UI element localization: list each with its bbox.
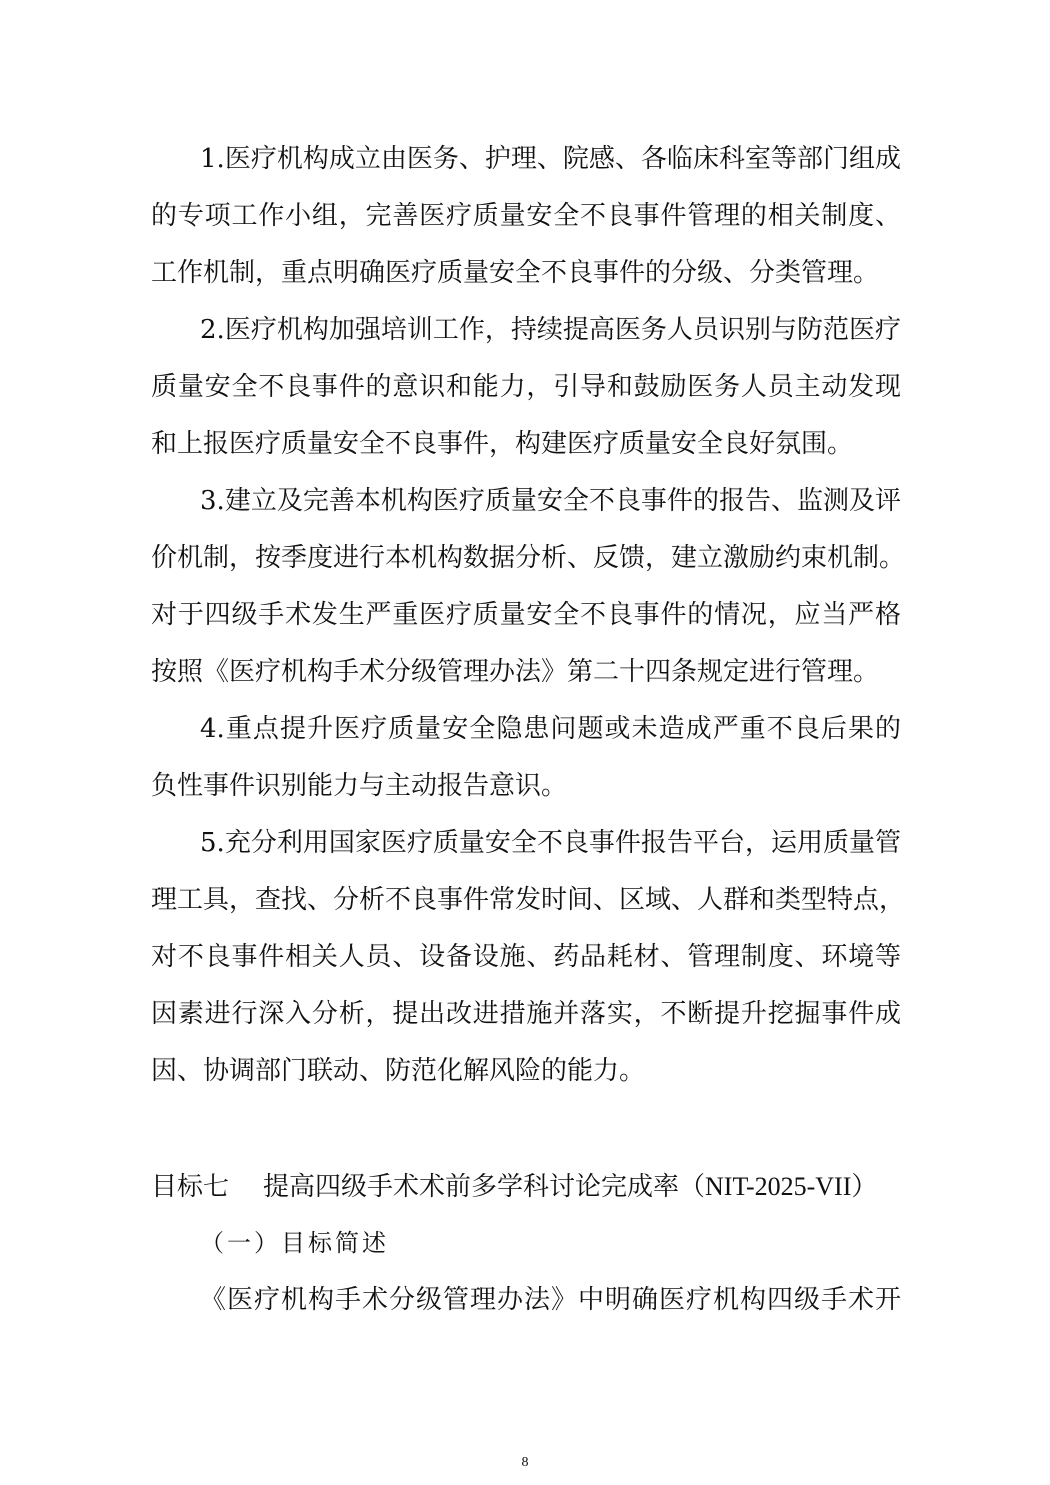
paragraph xyxy=(151,302,901,473)
text-line: 1.医疗机构成立由医务、护理、院感、各临床科室等部门组成 xyxy=(200,144,901,174)
text-line: 2.医疗机构加强培训工作，持续提高医务人员识别与防范医疗 xyxy=(200,315,901,345)
document-body xyxy=(151,131,906,1329)
text-line: 和上报医疗质量安全不良事件，构建医疗质量安全良好氛围。 xyxy=(151,429,854,459)
paragraph xyxy=(151,131,901,302)
subheading: （一）目标简述 xyxy=(200,1229,389,1257)
section-title: 提高四级手术术前多学科讨论完成率 xyxy=(263,1172,680,1202)
text-line: 4.重点提升医疗质量安全隐患问题或未造成严重不良后果的 xyxy=(200,714,901,744)
page-number: 8 xyxy=(521,1455,529,1470)
paragraph xyxy=(151,473,906,701)
paragraph xyxy=(151,815,906,1100)
text-line: 对不良事件相关人员、设备设施、药品耗材、管理制度、环境等 xyxy=(151,942,901,972)
text-line: 的专项工作小组，完善医疗质量安全不良事件管理的相关制度、 xyxy=(151,201,901,231)
paragraph-list xyxy=(151,131,906,1100)
text-line: 工作机制，重点明确医疗质量安全不良事件的分级、分类管理。 xyxy=(151,258,880,288)
text-line: 质量安全不良事件的意识和能力，引导和鼓励医务人员主动发现 xyxy=(151,372,901,402)
section-heading xyxy=(151,1158,901,1215)
intro-line: 《医疗机构手术分级管理办法》中明确医疗机构四级手术开 xyxy=(200,1285,901,1315)
section-label: 目标七 xyxy=(151,1172,230,1202)
text-line: 5.充分利用国家医疗质量安全不良事件报告平台，运用质量管 xyxy=(200,828,901,858)
text-line: 负性事件识别能力与主动报告意识。 xyxy=(151,771,568,801)
text-line: 因、协调部门联动、防范化解风险的能力。 xyxy=(151,1056,646,1086)
text-line: 因素进行深入分析，提出改进措施并落实，不断提升挖掘事件成 xyxy=(151,999,901,1029)
text-line: 对于四级手术发生严重医疗质量安全不良事件的情况，应当严格 xyxy=(151,600,901,630)
section-code: （NIT-2025-VII） xyxy=(679,1172,878,1201)
text-line: 3.建立及完善本机构医疗质量安全不良事件的报告、监测及评 xyxy=(200,486,901,516)
text-line: 价机制，按季度进行本机构数据分析、反馈，建立激励约束机制。 xyxy=(151,543,906,573)
paragraph xyxy=(151,701,901,815)
text-line: 理工具，查找、分析不良事件常发时间、区域、人群和类型特点， xyxy=(151,885,906,915)
text-line: 按照《医疗机构手术分级管理办法》第二十四条规定进行管理。 xyxy=(151,657,880,687)
